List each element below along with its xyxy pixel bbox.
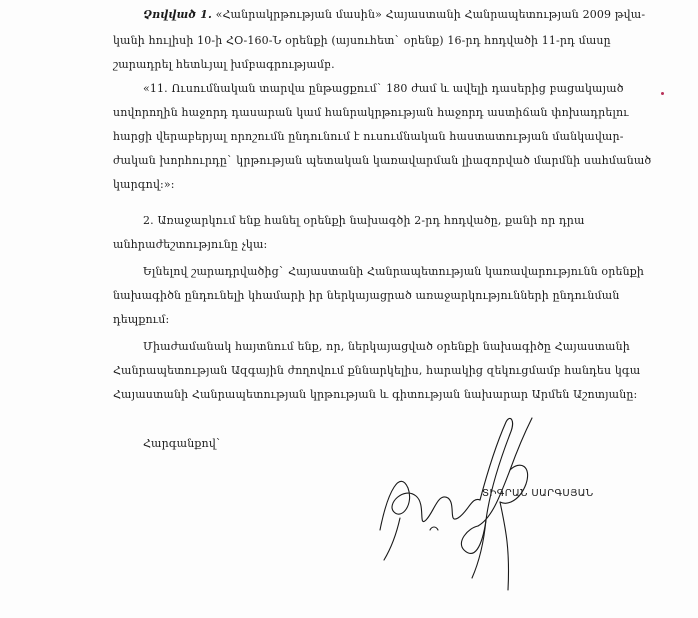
- para5-line1: Միաժամանակ հայտնում ենք, որ, ներկայացված օրենքի նախագիծը Հայաստանի: [143, 340, 630, 353]
- para2-line2: սովորողին հաջորդ դասարան կամ հանրակրթության հաջորդ աստիճան փոխադրելու: [113, 106, 629, 119]
- signatory-name: ՏԻԳՐԱՆ ՍԱՐԳՍՅԱՆ: [482, 488, 594, 499]
- para3-line1: 2. Առաջարկում ենք հանել օրենքի նախագծի 2-րդ հոդվածը, քանի որ դրա: [143, 214, 585, 227]
- para5-line3: Հայաստանի Հանրապետության կրթության և գիտության նախարար Արմեն Աշոտյանը:: [113, 388, 638, 401]
- para2-line4: ժական խորհուրդը` կրթության պետական կառավարման լիազորված մարմնի սահմանած: [113, 154, 652, 167]
- para5-line2: Հանրապետության Ազգային ժողովում քննարկելիս, հարակից զեկուցմամբ հանդես կգա: [113, 364, 641, 377]
- para4-line1: Ելնելով շարադրվածից` Հայաստանի Հանրապետության կառավարությունն օրենքի: [143, 265, 644, 278]
- para2-line1: «11. Ուսումնական տարվա ընթացքում` 180 ժամ և ավելի դասերից բացակայած: [143, 82, 624, 95]
- handwritten-signature: [360, 400, 570, 610]
- para1-line3: շարադրել հետևյալ խմբագրությամբ.: [113, 58, 335, 71]
- article-label: Չովված 1.: [143, 8, 212, 21]
- para3-line2: անհրաժեշտությունը չկա:: [113, 238, 268, 251]
- para1-line1-text: «Հանրակրթության մասին» Հայաստանի Հանրապետության 2009 թվա-: [211, 8, 646, 21]
- closing-text: Հարգանքով`: [143, 437, 222, 450]
- para2-line3: հարցի վերաբերյալ որոշումն ընդունում է ուսումնական հաստատության մանկավար-: [113, 130, 624, 143]
- para4-line3: դեպքում:: [113, 313, 170, 326]
- para1-line1: [143, 8, 645, 22]
- para1-line2: կանի հուլիսի 10-ի ՀՕ-160-Ն օրենքի (այսուհետ` օրենք) 16-րդ հոդվածի 11-րդ մասը: [113, 34, 611, 47]
- para2-line5: կարգով:»:: [113, 178, 175, 191]
- margin-mark: [661, 92, 664, 95]
- para4-line2: նախագիծն ընդունելի կհամարի իր ներկայացրած առաջարկությունների ընդունման: [113, 289, 620, 302]
